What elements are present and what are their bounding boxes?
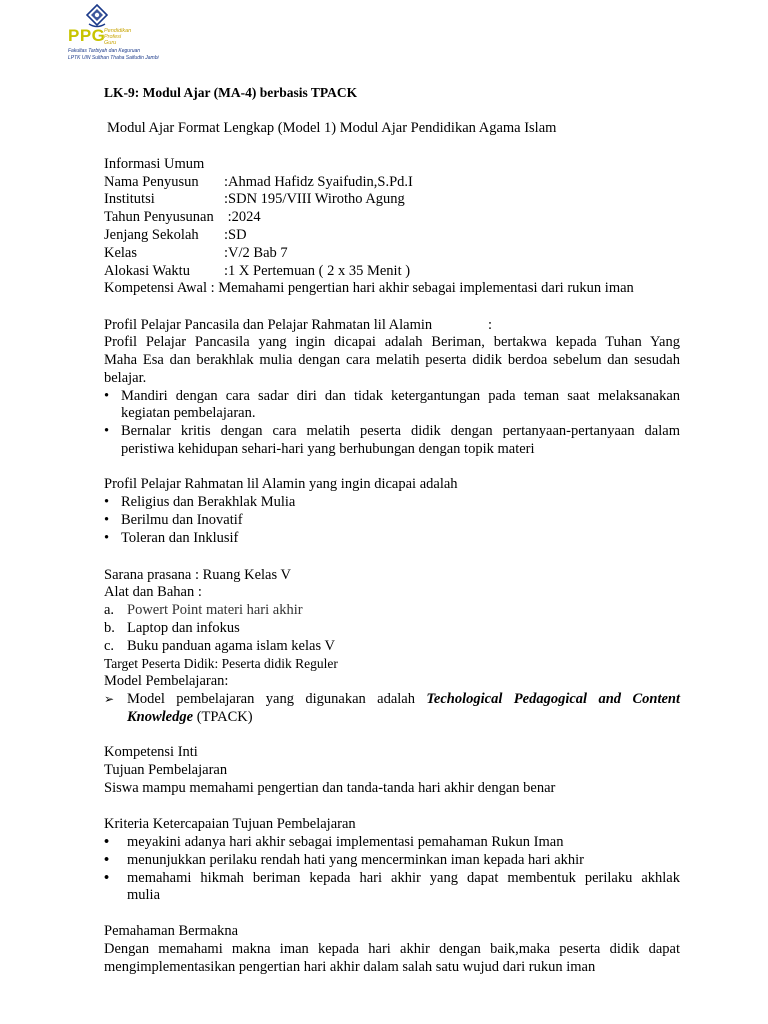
kriteria-item: menunjukkan perilaku rendah hati yang mencerminkan iman kepada hari akhir (127, 852, 584, 868)
bullet-icon: • (104, 852, 110, 868)
info-row: Institutsi :SDN 195/VIII Wirotho Agung (104, 191, 405, 207)
alat-item: Buku panduan agama islam kelas V (127, 638, 335, 654)
pemahaman-line: Dengan memahami makna iman kepada hari akhir dengan baik,maka peserta didik dapat (104, 941, 680, 957)
arrow-bullet-icon: ➢ (104, 692, 115, 706)
model-heading: Model Pembelajaran: (104, 673, 229, 689)
profil-bullet-line: Mandiri dengan cara sadar diri dan tidak ketergantungan pada teman saat melaksanakan (121, 388, 680, 404)
sarana-text: Sarana prasana : Ruang Kelas V (104, 567, 291, 583)
bullet-icon: • (104, 870, 110, 886)
bullet-icon: • (104, 423, 110, 439)
profil-paragraph-line: Profil Pelajar Pancasila yang ingin dicapai adalah Beriman, bertakwa kepada Tuhan Yang (104, 334, 680, 350)
document-title: LK-9: Modul Ajar (MA-4) berbasis TPACK (104, 85, 358, 100)
tujuan-text: Siswa mampu memahami pengertian dan tanda-tanda hari akhir dengan benar (104, 780, 556, 796)
profil-paragraph-line: Maha Esa dan berakhlak mulia dengan cara melatih peserta didik berdoa sebelum dan sesudah (104, 352, 680, 368)
rahmatan-heading: Profil Pelajar Rahmatan lil Alamin yang ingin dicapai adalah (104, 476, 458, 492)
logo-university: LPTK UIN Sulthan Thaha Saifudin Jambi (68, 55, 159, 61)
info-row: Alokasi Waktu :1 X Pertemuan ( 2 x 35 Menit ) (104, 263, 411, 279)
alat-item: Powert Point materi hari akhir (127, 602, 303, 618)
ppg-logo (66, 4, 186, 64)
bullet-icon: • (104, 512, 110, 528)
profil-heading: Profil Pelajar Pancasila dan Pelajar Rahmatan lil Alamin (104, 317, 433, 333)
info-row: Tahun Penyusunan :2024 (104, 209, 261, 225)
bullet-icon: • (104, 494, 110, 510)
document-subtitle: Modul Ajar Format Lengkap (Model 1) Modul Ajar Pendidikan Agama Islam (107, 120, 557, 136)
info-row: Nama Penyusun :Ahmad Hafidz Syaifudin,S.Pd.I (104, 174, 413, 190)
bullet-icon: • (104, 530, 110, 546)
tujuan-heading: Tujuan Pembelajaran (104, 762, 228, 778)
bullet-icon: • (104, 834, 110, 850)
profil-bullet-line: kegiatan pembelajaran. (121, 405, 256, 421)
rahmatan-item: Berilmu dan Inovatif (121, 512, 243, 528)
bullet-icon: • (104, 388, 110, 404)
logo-faculty: Fakultas Tarbiyah dan Keguruan (68, 48, 141, 54)
model-line: Model pembelajaran yang digunakan adalah Techological Pedagogical and Content (127, 691, 680, 707)
kriteria-item: meyakini adanya hari akhir sebagai implementasi pemahaman Rukun Iman (127, 834, 564, 850)
logo-brand: PPG (68, 26, 106, 45)
profil-paragraph-line: belajar. (104, 370, 147, 386)
kriteria-heading: Kriteria Ketercapaian Tujuan Pembelajaran (104, 816, 356, 832)
info-heading: Informasi Umum (104, 156, 205, 172)
kompetensi-inti-heading: Kompetensi Inti (104, 744, 198, 760)
kriteria-item: mulia (127, 887, 161, 903)
logo-tagline: Pendidikan Profesi Guru (104, 28, 132, 46)
profil-bullet-line: peristiwa kehidupan sehari-hari yang berhubungan dengan topik materi (121, 441, 535, 457)
profil-bullet-line: Bernalar kritis dengan cara melatih peserta didik dengan pertanyaan-pertanyaan dalam (121, 423, 680, 439)
rahmatan-item: Religius dan Berakhlak Mulia (121, 494, 296, 510)
info-row: Jenjang Sekolah :SD (104, 227, 247, 243)
list-marker: a. (104, 602, 115, 618)
kriteria-item: memahami hikmah beriman kepada hari akhir yang dapat membentuk perilaku akhlak (127, 870, 680, 886)
model-line: Knowledge (TPACK) (127, 709, 253, 725)
pemahaman-heading: Pemahaman Bermakna (104, 923, 239, 939)
kompetensi-awal: Kompetensi Awal : Memahami pengertian hari akhir sebagai implementasi dari rukun iman (104, 280, 634, 296)
emblem-icon (86, 4, 108, 28)
pemahaman-line: mengimplementasikan pengertian hari akhir dalam salah satu wujud dari rukun iman (104, 959, 596, 975)
rahmatan-item: Toleran dan Inklusif (121, 530, 239, 546)
list-marker: c. (104, 638, 115, 654)
alat-item: Laptop dan infokus (127, 620, 240, 636)
target-peserta: Target Peserta Didik: Peserta didik Reguler (104, 656, 338, 671)
info-row: Kelas :V/2 Bab 7 (104, 245, 288, 261)
list-marker: b. (104, 620, 115, 636)
profil-colon: : (488, 317, 493, 333)
alat-heading: Alat dan Bahan : (104, 584, 202, 600)
